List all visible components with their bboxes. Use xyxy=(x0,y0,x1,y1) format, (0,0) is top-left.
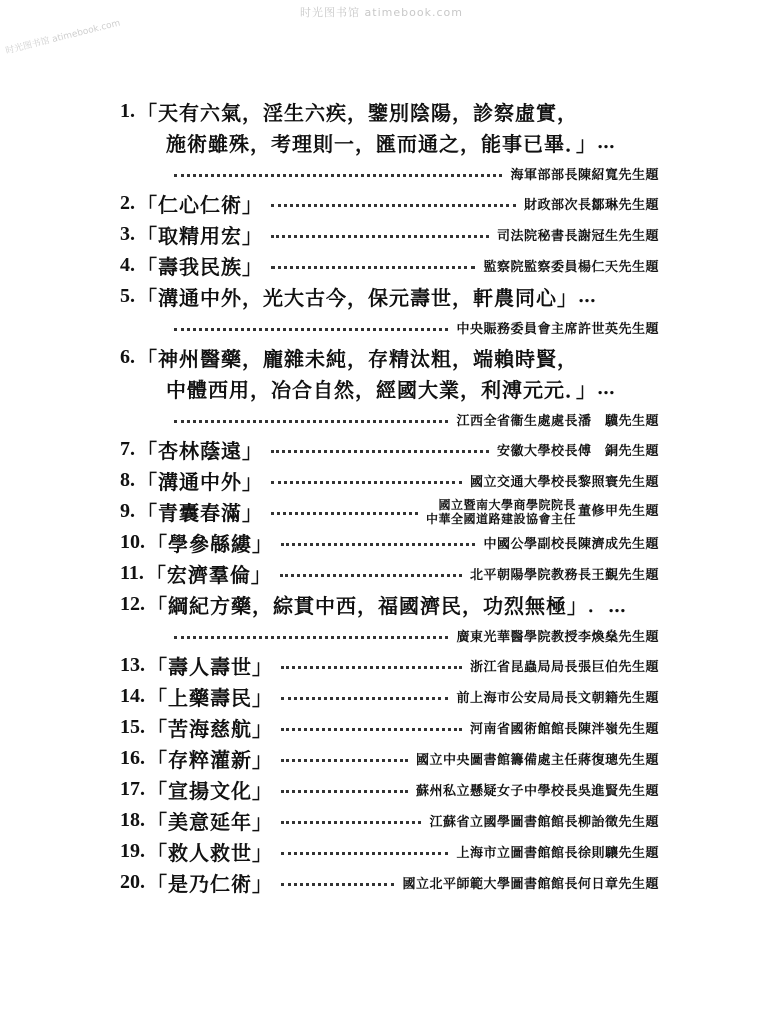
credit: 監察院監察委員楊仁天先生題 xyxy=(483,260,659,275)
credit: 財政部次長鄒琳先生題 xyxy=(523,198,659,213)
credit: 中央賑務委員會主席許世英先生題 xyxy=(456,321,659,337)
entry-number: 15. xyxy=(120,716,145,738)
credit-block xyxy=(426,498,659,526)
credit-line xyxy=(0,404,763,434)
inscription-text: 施術雖殊，考理則一，匯而通之，能事已畢．」 xyxy=(166,132,597,156)
credit: 中國公學副校長陳濟成先生題 xyxy=(483,537,659,552)
watermark-top: 时光图书馆 atimebook.com xyxy=(300,6,463,19)
entry-number: 5. xyxy=(120,285,135,307)
dot-leader xyxy=(281,662,462,669)
inscription-text: 「綱紀方藥，綜貫中西，福國濟民，功烈無極」 xyxy=(147,594,588,618)
inscription-text: 「是乃仁術」 xyxy=(147,872,273,896)
entry-number: 11. xyxy=(120,562,144,584)
inscription-entry xyxy=(0,219,763,250)
inscription-line xyxy=(0,527,763,558)
dot-leader xyxy=(271,200,516,207)
inscription-text: 中體西用，冶合自然，經國大業，利溥元元．」 xyxy=(166,378,597,402)
inscription-entry xyxy=(0,342,763,434)
inscription-line xyxy=(0,681,763,712)
dot-leader xyxy=(280,570,462,577)
inscription-text: 「美意延年」 xyxy=(147,810,273,834)
credit: 海軍部部長陳紹寬先生題 xyxy=(510,167,659,183)
inscription-entry xyxy=(0,712,763,743)
inscription-entry xyxy=(0,867,763,898)
inscription-line xyxy=(0,589,763,620)
dot-leader xyxy=(174,632,448,639)
inscription-entry xyxy=(0,774,763,805)
inscription-entry xyxy=(0,558,763,589)
inscription-line xyxy=(0,188,763,219)
entry-number: 4. xyxy=(120,254,135,276)
credit-title-line: 中華全國道路建設協會主任 xyxy=(425,511,576,526)
inscription-text: 「宣揚文化」 xyxy=(147,779,273,803)
credit-line xyxy=(0,312,763,342)
dot-leader xyxy=(174,416,448,423)
inscription-line xyxy=(0,743,763,774)
inscription-text: 「存粹灌新」 xyxy=(147,748,273,772)
inscription-text: 「杏林蔭遠」 xyxy=(137,439,263,463)
credit: 江西全省衞生處處長潘 驥先生題 xyxy=(456,413,659,429)
entry-number: 10. xyxy=(120,531,145,553)
inscription-line xyxy=(0,281,763,312)
inscription-line xyxy=(0,250,763,281)
inscription-line xyxy=(0,774,763,805)
inscription-text: 「溝通中外」 xyxy=(137,470,263,494)
inscription-entry xyxy=(0,805,763,836)
inscription-text: 「壽人壽世」 xyxy=(147,655,273,679)
inscription-line xyxy=(0,867,763,898)
trailing-dots: … xyxy=(597,132,617,153)
inscription-text: 「取精用宏」 xyxy=(137,224,263,248)
inscription-line xyxy=(0,558,763,589)
inscription-list xyxy=(0,96,763,898)
entry-number: 8. xyxy=(120,469,135,491)
dot-leader xyxy=(174,324,448,331)
entry-number: 14. xyxy=(120,685,145,707)
dot-leader xyxy=(281,755,408,762)
inscription-entry xyxy=(0,96,763,188)
watermark-diagonal: 时光图书馆 atimebook.com xyxy=(4,18,122,57)
inscription-line xyxy=(0,712,763,743)
credit: 國立北平師範大學圖書館館長何日章先生題 xyxy=(402,877,659,892)
trailing-dots: ．… xyxy=(588,595,628,617)
inscription-line xyxy=(0,650,763,681)
inscription-line xyxy=(0,434,763,465)
credit: 江蘇省立國學圖書館館長柳詒徵先生題 xyxy=(429,815,659,830)
entry-number: 6. xyxy=(120,346,135,368)
dot-leader xyxy=(281,724,462,731)
entry-number: 17. xyxy=(120,778,145,800)
dot-leader xyxy=(281,539,475,546)
inscription-entry xyxy=(0,836,763,867)
inscription-entry xyxy=(0,250,763,281)
inscription-text: 「神州醫藥，龐雜未純，存精汰粗，端賴時賢， xyxy=(137,347,578,371)
inscription-line xyxy=(0,805,763,836)
credit: 上海市立圖書館館長徐則驤先生題 xyxy=(456,846,659,861)
inscription-text: 「青囊春滿」 xyxy=(137,501,263,525)
credit: 北平朝陽學院教務長王覲先生題 xyxy=(469,568,659,583)
credit: 浙江省昆蟲局局長張巨伯先生題 xyxy=(469,660,659,675)
credit-pair xyxy=(426,498,659,526)
inscription-continuation xyxy=(0,373,763,404)
entry-number: 12. xyxy=(120,593,145,615)
credit-line xyxy=(0,158,763,188)
trailing-dots: … xyxy=(597,378,617,399)
entry-number: 19. xyxy=(120,840,145,862)
inscription-entry xyxy=(0,434,763,465)
inscription-entry xyxy=(0,743,763,774)
inscription-entry xyxy=(0,188,763,219)
dot-leader xyxy=(281,817,421,824)
inscription-text: 「上藥壽民」 xyxy=(147,686,273,710)
entry-number: 9. xyxy=(120,500,135,522)
dot-leader xyxy=(281,879,394,886)
dot-leader xyxy=(271,262,475,269)
inscription-text: 「溝通中外，光大古今，保元壽世，軒農同心」 xyxy=(137,286,578,310)
credit: 前上海市公安局局長文朝籍先生題 xyxy=(456,691,659,706)
dot-leader xyxy=(281,786,408,793)
entry-number: 13. xyxy=(120,654,145,676)
credit: 安徽大學校長傅 銅先生題 xyxy=(496,444,659,459)
dot-leader xyxy=(281,848,448,855)
trailing-dots: … xyxy=(578,286,598,307)
inscription-text: 「仁心仁術」 xyxy=(137,193,263,217)
entry-number: 3. xyxy=(120,223,135,245)
dot-leader xyxy=(271,446,489,453)
inscription-line xyxy=(0,96,763,127)
inscription-line xyxy=(0,219,763,250)
inscription-text: 「壽我民族」 xyxy=(137,255,263,279)
entry-number: 18. xyxy=(120,809,145,831)
credit-titles xyxy=(426,498,576,526)
inscription-line xyxy=(0,496,763,527)
inscription-text: 「宏濟羣倫」 xyxy=(145,563,272,587)
inscription-entry xyxy=(0,281,763,342)
inscription-continuation xyxy=(0,127,763,158)
dot-leader xyxy=(271,231,489,238)
inscription-line xyxy=(0,342,763,373)
entry-number: 20. xyxy=(120,871,145,893)
credit: 國立交通大學校長黎照寰先生題 xyxy=(469,475,659,490)
dot-leader xyxy=(174,170,502,177)
dot-leader xyxy=(281,693,448,700)
entry-number: 1. xyxy=(120,100,135,122)
credit: 廣東光華醫學院教授李煥燊先生題 xyxy=(456,629,659,645)
credit: 司法院秘書長謝冠生先生題 xyxy=(496,229,659,244)
inscription-entry xyxy=(0,681,763,712)
inscription-line xyxy=(0,465,763,496)
inscription-entry xyxy=(0,527,763,558)
credit: 河南省國術館館長陳泮嶺先生題 xyxy=(469,722,659,737)
entry-number: 2. xyxy=(120,192,135,214)
entry-number: 16. xyxy=(120,747,145,769)
credit: 蘇州私立懸疑女子中學校長吳進賢先生題 xyxy=(415,784,659,799)
inscription-line xyxy=(0,836,763,867)
dot-leader xyxy=(271,508,418,515)
credit: 國立中央圖書館籌備處主任蔣復璁先生題 xyxy=(415,753,659,768)
inscription-text: 「救人救世」 xyxy=(147,841,273,865)
credit-title-line: 國立暨南大學商學院院長 xyxy=(438,497,576,512)
inscription-entry xyxy=(0,496,763,527)
inscription-text: 「苦海慈航」 xyxy=(147,717,273,741)
entry-number: 7. xyxy=(120,438,135,460)
inscription-entry xyxy=(0,589,763,650)
inscription-entry xyxy=(0,650,763,681)
credit-name: 董修甲先生題 xyxy=(577,503,659,519)
inscription-entry xyxy=(0,465,763,496)
credit-line xyxy=(0,620,763,650)
inscription-text: 「學參緜縷」 xyxy=(147,532,273,556)
dot-leader xyxy=(271,477,462,484)
inscription-text: 「天有六氣，淫生六疾，鑒別陰陽，診察虛實， xyxy=(137,101,578,125)
